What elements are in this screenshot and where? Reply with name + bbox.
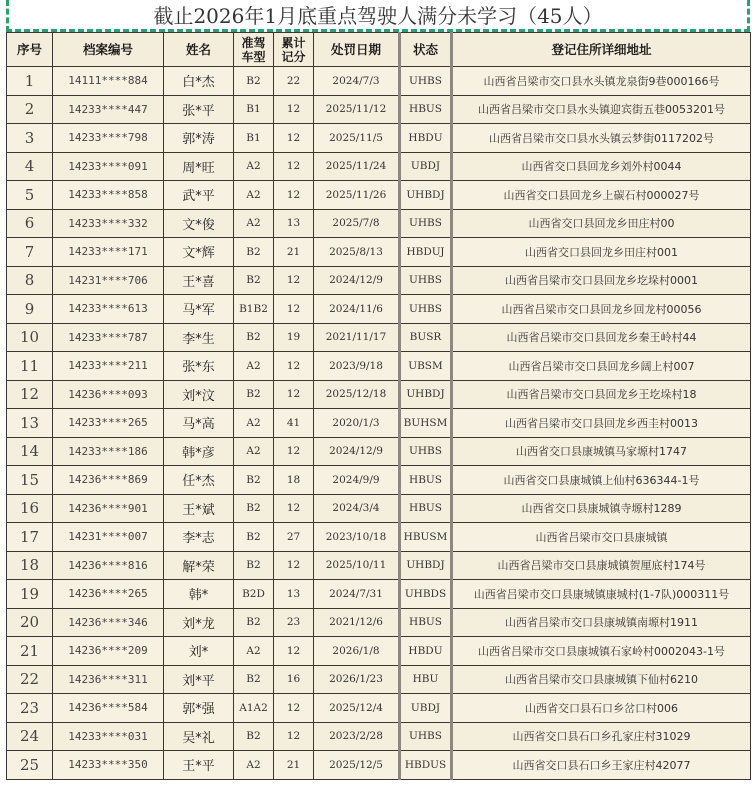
cell-penalty-date[interactable]: 2024/11/6: [314, 295, 400, 324]
cell-name[interactable]: 刘*汶: [164, 380, 234, 409]
table-row: [7, 323, 751, 352]
cell-penalty-date[interactable]: 2024/9/9: [314, 466, 400, 495]
cell-seq[interactable]: 20: [7, 608, 53, 637]
cell-points[interactable]: 16: [274, 665, 314, 694]
table-row: [7, 67, 751, 96]
cell-points[interactable]: 12: [274, 266, 314, 295]
table-row: [7, 494, 751, 523]
cell-address[interactable]: 山西省吕梁市交口县回龙乡回龙村00056: [452, 295, 751, 324]
cell-license-type[interactable]: A2: [234, 437, 274, 466]
cell-status[interactable]: HBUS: [400, 494, 452, 523]
table-row: [7, 380, 751, 409]
cell-points[interactable]: 18: [274, 466, 314, 495]
table-row: [7, 580, 751, 609]
header-address[interactable]: 登记住所详细地址: [452, 33, 751, 67]
cell-seq[interactable]: 8: [7, 266, 53, 295]
cell-license-type[interactable]: A2: [234, 181, 274, 210]
cell-seq[interactable]: 17: [7, 523, 53, 552]
cell-license-type[interactable]: B1: [234, 124, 274, 153]
cell-seq[interactable]: 14: [7, 437, 53, 466]
cell-name[interactable]: 张*东: [164, 352, 234, 381]
cell-points[interactable]: 41: [274, 409, 314, 438]
cell-file-no[interactable]: 14111****884: [53, 67, 164, 96]
cell-penalty-date[interactable]: 2021/12/6: [314, 608, 400, 637]
cell-file-no[interactable]: 14236****265: [53, 580, 164, 609]
spreadsheet: [6, 0, 750, 780]
table-row: [7, 124, 751, 153]
cell-address[interactable]: 山西省吕梁市交口县回龙乡王圪垛村18: [452, 380, 751, 409]
header-points-line1: 累计: [281, 35, 306, 50]
table-row: [7, 466, 751, 495]
cell-address[interactable]: 山西省交口县回龙乡田庄村001: [452, 238, 751, 267]
cell-license-type[interactable]: B2: [234, 266, 274, 295]
cell-file-no[interactable]: 14236****869: [53, 466, 164, 495]
cell-points[interactable]: 21: [274, 238, 314, 267]
driver-table: [6, 32, 751, 780]
cell-name[interactable]: 郭*涛: [164, 124, 234, 153]
table-row: [7, 352, 751, 381]
cell-seq[interactable]: 10: [7, 323, 53, 352]
cell-license-type[interactable]: B1B2: [234, 295, 274, 324]
cell-license-type[interactable]: A2: [234, 152, 274, 181]
cell-penalty-date[interactable]: 2025/12/4: [314, 694, 400, 723]
cell-penalty-date[interactable]: 2026/1/23: [314, 665, 400, 694]
cell-points[interactable]: 19: [274, 323, 314, 352]
cell-license-type[interactable]: A2: [234, 637, 274, 666]
cell-seq[interactable]: 2: [7, 95, 53, 124]
cell-name[interactable]: 白*杰: [164, 67, 234, 96]
cell-status[interactable]: HBUS: [400, 95, 452, 124]
cell-penalty-date[interactable]: 2025/8/13: [314, 238, 400, 267]
cell-status[interactable]: HBUS: [400, 466, 452, 495]
cell-file-no[interactable]: 14233****447: [53, 95, 164, 124]
table-row: [7, 209, 751, 238]
cell-penalty-date[interactable]: 2024/12/9: [314, 266, 400, 295]
table-row: [7, 665, 751, 694]
cell-file-no[interactable]: 14233****031: [53, 722, 164, 751]
cell-file-no[interactable]: 14233****091: [53, 152, 164, 181]
cell-status[interactable]: BUSR: [400, 323, 452, 352]
table-row: [7, 637, 751, 666]
table-row: [7, 694, 751, 723]
cell-license-type[interactable]: B2: [234, 665, 274, 694]
cell-license-type[interactable]: A2: [234, 751, 274, 780]
cell-name[interactable]: 韩*: [164, 580, 234, 609]
cell-points[interactable]: 12: [274, 437, 314, 466]
cell-seq[interactable]: 6: [7, 209, 53, 238]
header-row: [7, 33, 751, 67]
cell-points[interactable]: 12: [274, 352, 314, 381]
cell-penalty-date[interactable]: 2023/2/28: [314, 722, 400, 751]
header-penalty-date[interactable]: 处罚日期: [314, 33, 400, 67]
cell-points[interactable]: 23: [274, 608, 314, 637]
cell-penalty-date[interactable]: 2025/11/5: [314, 124, 400, 153]
cell-seq[interactable]: 11: [7, 352, 53, 381]
table-row: [7, 437, 751, 466]
cell-seq[interactable]: 23: [7, 694, 53, 723]
cell-status[interactable]: UHBS: [400, 209, 452, 238]
cell-address[interactable]: 山西省交口县康城镇上仙村636344-1号: [452, 466, 751, 495]
cell-file-no[interactable]: 14233****787: [53, 323, 164, 352]
cell-points[interactable]: 13: [274, 580, 314, 609]
cell-file-no[interactable]: 14233****186: [53, 437, 164, 466]
cell-name[interactable]: 刘*龙: [164, 608, 234, 637]
cell-name[interactable]: 李*志: [164, 523, 234, 552]
cell-name[interactable]: 郭*强: [164, 694, 234, 723]
table-row: [7, 181, 751, 210]
cell-points[interactable]: 12: [274, 295, 314, 324]
cell-name[interactable]: 武*平: [164, 181, 234, 210]
cell-penalty-date[interactable]: 2025/7/8: [314, 209, 400, 238]
table-row: [7, 266, 751, 295]
cell-address[interactable]: 山西省吕梁市交口县水头镇迎宾街五巷0053201号: [452, 95, 751, 124]
cell-status[interactable]: HBDU: [400, 637, 452, 666]
cell-name[interactable]: 刘*平: [164, 665, 234, 694]
cell-penalty-date[interactable]: 2025/10/11: [314, 551, 400, 580]
cell-name[interactable]: 张*平: [164, 95, 234, 124]
cell-license-type[interactable]: B2: [234, 494, 274, 523]
cell-seq[interactable]: 25: [7, 751, 53, 780]
cell-penalty-date[interactable]: 2024/7/31: [314, 580, 400, 609]
cell-points[interactable]: 12: [274, 95, 314, 124]
cell-seq[interactable]: 4: [7, 152, 53, 181]
cell-file-no[interactable]: 14233****265: [53, 409, 164, 438]
cell-seq[interactable]: 9: [7, 295, 53, 324]
cell-name[interactable]: 王*斌: [164, 494, 234, 523]
cell-file-no[interactable]: 14231****007: [53, 523, 164, 552]
cell-license-type[interactable]: B2: [234, 722, 274, 751]
cell-name[interactable]: 刘*: [164, 637, 234, 666]
cell-license-type[interactable]: B2: [234, 608, 274, 637]
header-points[interactable]: [274, 33, 314, 67]
cell-seq[interactable]: 7: [7, 238, 53, 267]
cell-address[interactable]: 山西省吕梁市交口县水头镇云梦街0117202号: [452, 124, 751, 153]
cell-status[interactable]: UBDJ: [400, 152, 452, 181]
cell-status[interactable]: HBUSM: [400, 523, 452, 552]
cell-license-type[interactable]: A1A2: [234, 694, 274, 723]
cell-penalty-date[interactable]: 2025/11/26: [314, 181, 400, 210]
cell-license-type[interactable]: B2: [234, 551, 274, 580]
cell-points[interactable]: 12: [274, 152, 314, 181]
cell-file-no[interactable]: 14236****816: [53, 551, 164, 580]
cell-penalty-date[interactable]: 2023/10/18: [314, 523, 400, 552]
cell-file-no[interactable]: 14233****858: [53, 181, 164, 210]
cell-status[interactable]: UHBS: [400, 295, 452, 324]
table-row: [7, 95, 751, 124]
cell-points[interactable]: 27: [274, 523, 314, 552]
cell-address[interactable]: 山西省吕梁市交口县回龙乡圪垛村0001: [452, 266, 751, 295]
cell-points[interactable]: 21: [274, 751, 314, 780]
header-points-line2: 记分: [281, 49, 306, 64]
cell-name[interactable]: 文*俊: [164, 209, 234, 238]
cell-name[interactable]: 韩*彦: [164, 437, 234, 466]
cell-status[interactable]: UHBS: [400, 722, 452, 751]
cell-name[interactable]: 任*杰: [164, 466, 234, 495]
cell-file-no[interactable]: 14236****209: [53, 637, 164, 666]
cell-license-type[interactable]: B2D: [234, 580, 274, 609]
cell-seq[interactable]: 19: [7, 580, 53, 609]
cell-file-no[interactable]: 14233****350: [53, 751, 164, 780]
table-body: [7, 67, 751, 780]
cell-file-no[interactable]: 14236****093: [53, 380, 164, 409]
cell-seq[interactable]: 12: [7, 380, 53, 409]
title-cell[interactable]: [6, 0, 750, 32]
header-status[interactable]: 状态: [400, 33, 452, 67]
cell-license-type[interactable]: A2: [234, 409, 274, 438]
cell-status[interactable]: HBDUS: [400, 751, 452, 780]
cell-seq[interactable]: 13: [7, 409, 53, 438]
cell-status[interactable]: UHBDJ: [400, 181, 452, 210]
table-row: [7, 722, 751, 751]
cell-address[interactable]: 山西省吕梁市交口县回龙乡阔上村007: [452, 352, 751, 381]
cell-status[interactable]: HBU: [400, 665, 452, 694]
cell-penalty-date[interactable]: 2023/9/18: [314, 352, 400, 381]
cell-address[interactable]: 山西省吕梁市交口县康城镇南塬村1911: [452, 608, 751, 637]
cell-seq[interactable]: 15: [7, 466, 53, 495]
cell-seq[interactable]: 24: [7, 722, 53, 751]
cell-address[interactable]: 山西省吕梁市交口县康城镇下仙村6210: [452, 665, 751, 694]
cell-address[interactable]: 山西省吕梁市交口县回龙乡秦王岭村44: [452, 323, 751, 352]
cell-address[interactable]: 山西省交口县石口乡岔口村006: [452, 694, 751, 723]
cell-address[interactable]: 山西省吕梁市交口县回龙乡西圭村0013: [452, 409, 751, 438]
cell-penalty-date[interactable]: 2025/12/18: [314, 380, 400, 409]
cell-name[interactable]: 马*高: [164, 409, 234, 438]
cell-points[interactable]: 13: [274, 209, 314, 238]
cell-license-type[interactable]: B1: [234, 95, 274, 124]
cell-file-no[interactable]: 14236****901: [53, 494, 164, 523]
cell-points[interactable]: 12: [274, 694, 314, 723]
cell-name[interactable]: 周*旺: [164, 152, 234, 181]
table-row: [7, 551, 751, 580]
cell-points[interactable]: 12: [274, 380, 314, 409]
cell-license-type[interactable]: B2: [234, 67, 274, 96]
cell-status[interactable]: HBDU: [400, 124, 452, 153]
cell-address[interactable]: 山西省吕梁市交口县康城镇康城村(1-7队)000311号: [452, 580, 751, 609]
cell-name[interactable]: 王*平: [164, 751, 234, 780]
cell-file-no[interactable]: 14233****171: [53, 238, 164, 267]
cell-address[interactable]: 山西省吕梁市交口县康城镇石家岭村0002043-1号: [452, 637, 751, 666]
header-license-type-line1: 准驾: [241, 35, 266, 50]
cell-points[interactable]: 12: [274, 551, 314, 580]
cell-status[interactable]: UHBDJ: [400, 551, 452, 580]
cell-status[interactable]: UHBDJ: [400, 380, 452, 409]
table-row: [7, 751, 751, 780]
cell-points[interactable]: 22: [274, 67, 314, 96]
cell-file-no[interactable]: 14236****346: [53, 608, 164, 637]
header-file-no[interactable]: 档案编号: [53, 33, 164, 67]
cell-license-type[interactable]: B2: [234, 238, 274, 267]
cell-points[interactable]: 12: [274, 637, 314, 666]
cell-status[interactable]: UBDJ: [400, 694, 452, 723]
cell-license-type[interactable]: B2: [234, 466, 274, 495]
cell-status[interactable]: UHBS: [400, 67, 452, 96]
cell-status[interactable]: HBDUJ: [400, 238, 452, 267]
cell-file-no[interactable]: 14236****584: [53, 694, 164, 723]
cell-points[interactable]: 12: [274, 722, 314, 751]
table-row: [7, 523, 751, 552]
cell-license-type[interactable]: A2: [234, 209, 274, 238]
cell-status[interactable]: HBUS: [400, 608, 452, 637]
cell-address[interactable]: 山西省交口县回龙乡刘外村0044: [452, 152, 751, 181]
sheet-title: 截止2026年1月底重点驾驶人满分未学习（45人）: [153, 4, 603, 28]
cell-license-type[interactable]: A2: [234, 352, 274, 381]
cell-address[interactable]: 山西省吕梁市交口县康城镇: [452, 523, 751, 552]
header-license-type[interactable]: [234, 33, 274, 67]
cell-seq[interactable]: 18: [7, 551, 53, 580]
header-seq[interactable]: 序号: [7, 33, 53, 67]
table-row: [7, 295, 751, 324]
table-row: [7, 152, 751, 181]
cell-penalty-date[interactable]: 2025/12/5: [314, 751, 400, 780]
cell-penalty-date[interactable]: 2024/7/3: [314, 67, 400, 96]
cell-name[interactable]: 王*喜: [164, 266, 234, 295]
cell-points[interactable]: 12: [274, 124, 314, 153]
cell-seq[interactable]: 16: [7, 494, 53, 523]
cell-name[interactable]: 吴*礼: [164, 722, 234, 751]
header-name[interactable]: 姓名: [164, 33, 234, 67]
header-license-type-line2: 车型: [241, 49, 266, 64]
table-row: [7, 409, 751, 438]
cell-status[interactable]: UHBDS: [400, 580, 452, 609]
cell-address[interactable]: 山西省交口县康城镇寺塬村1289: [452, 494, 751, 523]
cell-address[interactable]: 山西省吕梁市交口县水头镇龙泉街9巷000166号: [452, 67, 751, 96]
cell-seq[interactable]: 5: [7, 181, 53, 210]
cell-address[interactable]: 山西省交口县石口乡孔家庄村31029: [452, 722, 751, 751]
cell-status[interactable]: UHBS: [400, 266, 452, 295]
cell-status[interactable]: BUHSM: [400, 409, 452, 438]
cell-address[interactable]: 山西省交口县回龙乡上碳石村000027号: [452, 181, 751, 210]
cell-penalty-date[interactable]: 2025/11/24: [314, 152, 400, 181]
cell-points[interactable]: 12: [274, 494, 314, 523]
cell-license-type[interactable]: B2: [234, 523, 274, 552]
cell-penalty-date[interactable]: 2024/12/9: [314, 437, 400, 466]
cell-status[interactable]: UHBS: [400, 437, 452, 466]
table-row: [7, 608, 751, 637]
cell-file-no[interactable]: 14231****706: [53, 266, 164, 295]
cell-address[interactable]: 山西省交口县康城镇马家塬村1747: [452, 437, 751, 466]
cell-license-type[interactable]: B2: [234, 380, 274, 409]
table-row: [7, 238, 751, 267]
cell-name[interactable]: 解*荣: [164, 551, 234, 580]
cell-seq[interactable]: 3: [7, 124, 53, 153]
cell-name[interactable]: 文*辉: [164, 238, 234, 267]
cell-penalty-date[interactable]: 2026/1/8: [314, 637, 400, 666]
cell-file-no[interactable]: 14236****311: [53, 665, 164, 694]
cell-address[interactable]: 山西省交口县回龙乡田庄村00: [452, 209, 751, 238]
cell-name[interactable]: 马*军: [164, 295, 234, 324]
cell-status[interactable]: UBSM: [400, 352, 452, 381]
cell-points[interactable]: 12: [274, 181, 314, 210]
cell-file-no[interactable]: 14233****332: [53, 209, 164, 238]
cell-penalty-date[interactable]: 2025/11/12: [314, 95, 400, 124]
cell-file-no[interactable]: 14233****211: [53, 352, 164, 381]
cell-name[interactable]: 李*生: [164, 323, 234, 352]
cell-seq[interactable]: 21: [7, 637, 53, 666]
cell-file-no[interactable]: 14233****798: [53, 124, 164, 153]
cell-address[interactable]: 山西省吕梁市交口县康城镇贺厘底村174号: [452, 551, 751, 580]
cell-license-type[interactable]: B2: [234, 323, 274, 352]
cell-penalty-date[interactable]: 2020/1/3: [314, 409, 400, 438]
cell-penalty-date[interactable]: 2021/11/17: [314, 323, 400, 352]
cell-seq[interactable]: 22: [7, 665, 53, 694]
cell-seq[interactable]: 1: [7, 67, 53, 96]
cell-file-no[interactable]: 14233****613: [53, 295, 164, 324]
cell-address[interactable]: 山西省交口县石口乡王家庄村42077: [452, 751, 751, 780]
cell-penalty-date[interactable]: 2024/3/4: [314, 494, 400, 523]
